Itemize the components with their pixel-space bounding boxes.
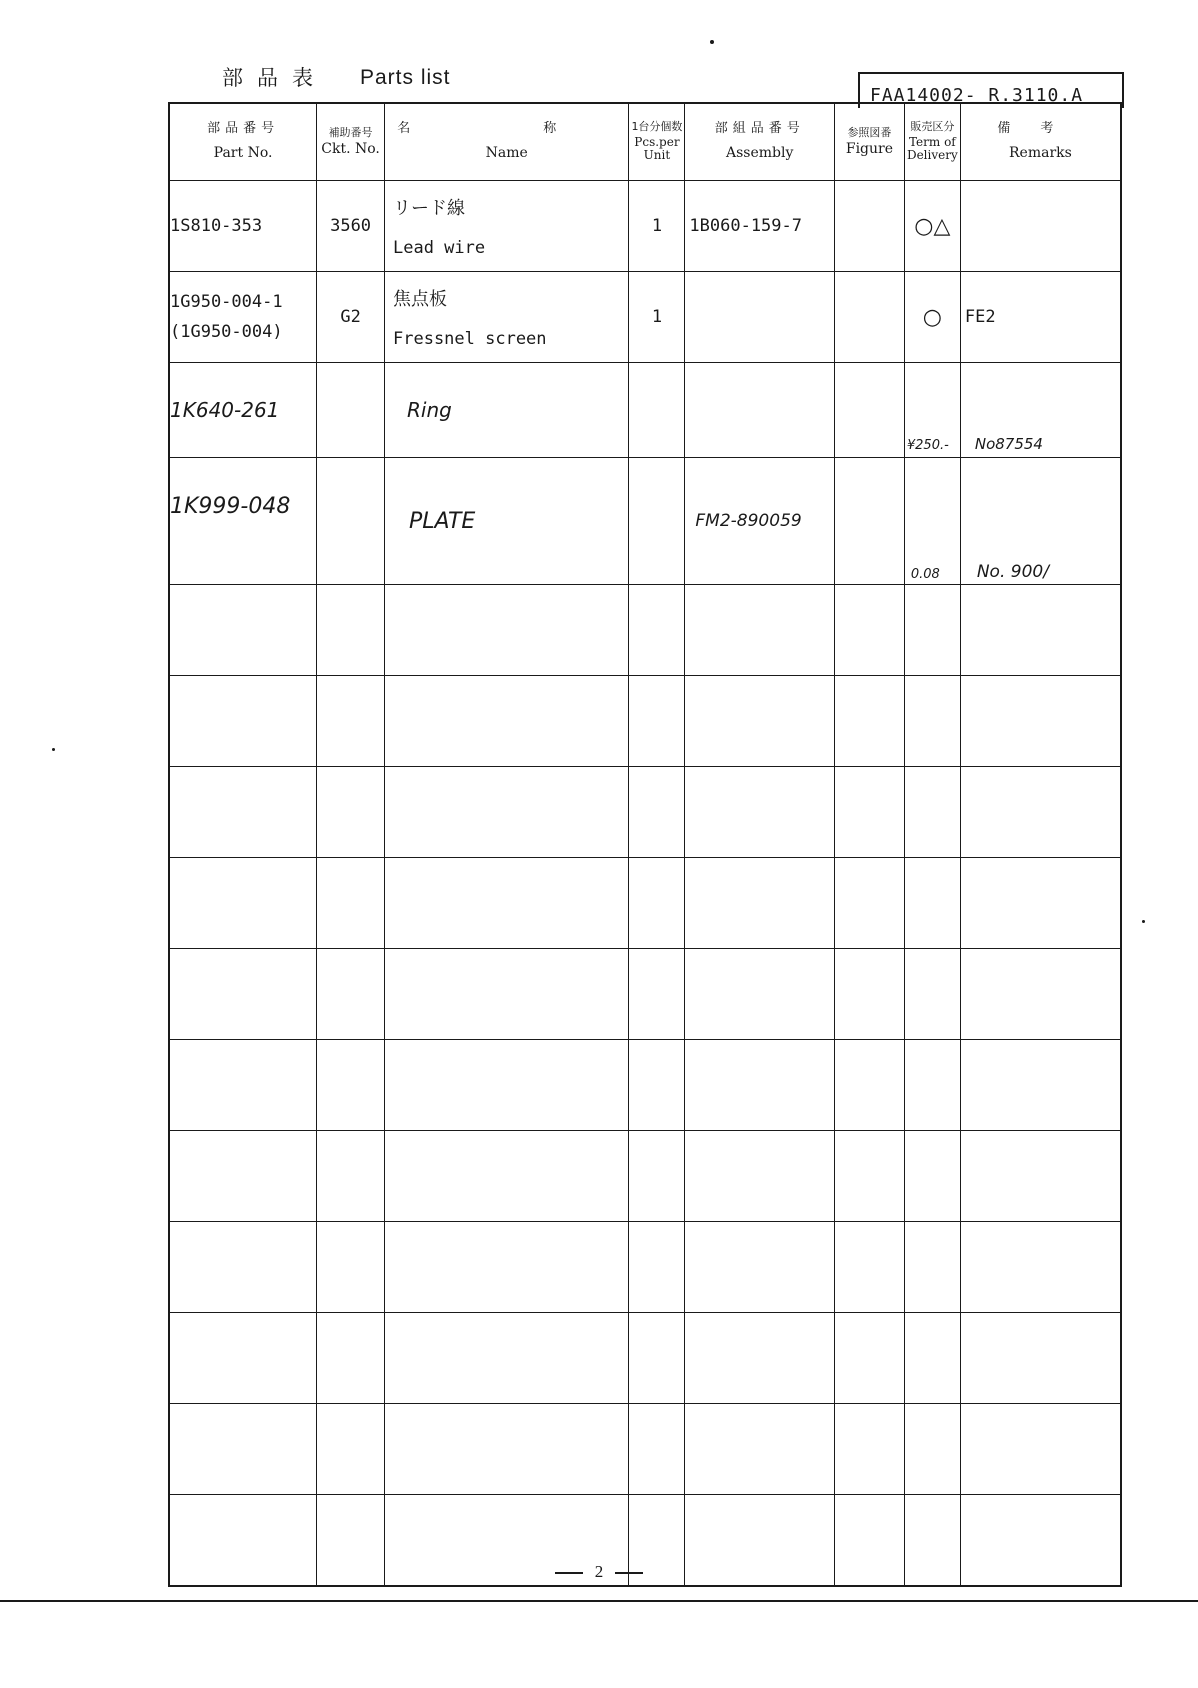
col-name: 名 称 Name	[385, 103, 629, 181]
table-row	[169, 272, 1121, 363]
col-term-of-delivery: 販売区分 Term of Delivery	[904, 103, 960, 181]
scan-speck	[1142, 920, 1145, 923]
col-assembly: 部組品番号 Assembly	[685, 103, 835, 181]
remarks	[960, 181, 1121, 272]
table-row-empty	[169, 1313, 1121, 1404]
table-row	[169, 458, 1121, 585]
name-japanese: 焦点板	[393, 289, 447, 310]
part-no-alt: (1G950-004)	[170, 322, 283, 342]
table-row-empty	[169, 585, 1121, 676]
term-of-delivery: ○	[904, 272, 960, 363]
part-no: 1G950-004-1	[170, 292, 283, 312]
table-row-empty	[169, 767, 1121, 858]
part-no: 1K640-261	[169, 363, 317, 458]
name-english: Fressnel screen	[393, 329, 547, 349]
term-of-delivery: ¥250.-	[904, 363, 960, 458]
table-row-empty	[169, 858, 1121, 949]
assembly: FM2-890059	[685, 458, 835, 585]
assembly	[685, 363, 835, 458]
ckt-no	[317, 458, 385, 585]
name-cell	[385, 272, 629, 363]
col-pcs-per-unit: 1台分個数 Pcs.per Unit	[629, 103, 685, 181]
pcs-per-unit	[629, 363, 685, 458]
document-code: FAA14002- R.3110.A	[870, 85, 1084, 106]
col-figure: 参照図番 Figure	[835, 103, 905, 181]
title-english: Parts list	[360, 66, 451, 89]
parts-table	[168, 102, 1122, 1587]
table-row-empty	[169, 1222, 1121, 1313]
table-row-empty	[169, 949, 1121, 1040]
title-japanese: 部品表	[222, 66, 327, 90]
remarks: No87554	[960, 363, 1121, 458]
term-of-delivery: 0.08	[904, 458, 960, 585]
assembly: 1B060-159-7	[685, 181, 835, 272]
figure	[835, 272, 905, 363]
assembly	[685, 272, 835, 363]
page-number-text: 2	[594, 1562, 604, 1581]
table-row-empty	[169, 1404, 1121, 1495]
ckt-no	[317, 363, 385, 458]
header-row	[169, 103, 1121, 181]
name-english: Lead wire	[393, 238, 486, 258]
part-no: 1S810-353	[169, 181, 317, 272]
figure	[835, 363, 905, 458]
table-row-empty	[169, 676, 1121, 767]
figure	[835, 458, 905, 585]
pcs-per-unit: 1	[629, 272, 685, 363]
pcs-per-unit: 1	[629, 181, 685, 272]
ckt-no: G2	[317, 272, 385, 363]
pcs-per-unit	[629, 458, 685, 585]
name-japanese: リード線	[393, 198, 465, 219]
term-of-delivery: ○△	[904, 181, 960, 272]
scan-speck	[52, 748, 55, 751]
dash-right	[615, 1572, 643, 1574]
table-row-empty	[169, 1131, 1121, 1222]
ckt-no: 3560	[317, 181, 385, 272]
bottom-rule	[0, 1600, 1198, 1602]
page-number	[0, 1562, 1198, 1582]
col-remarks: 備考 Remarks	[960, 103, 1121, 181]
col-ckt-no: 補助番号 Ckt. No.	[317, 103, 385, 181]
dash-left	[555, 1572, 583, 1574]
name-cell	[385, 181, 629, 272]
name: PLATE	[385, 458, 629, 585]
part-no: 1K999-048	[169, 458, 317, 585]
scan-speck	[710, 40, 714, 44]
figure	[835, 181, 905, 272]
col-part-no: 部品番号 Part No.	[169, 103, 317, 181]
part-no-cell	[169, 272, 317, 363]
table-row	[169, 363, 1121, 458]
remarks: No. 900/	[960, 458, 1121, 585]
table-row-empty	[169, 1040, 1121, 1131]
table-row	[169, 181, 1121, 272]
name: Ring	[385, 363, 629, 458]
remarks: FE2	[960, 272, 1121, 363]
